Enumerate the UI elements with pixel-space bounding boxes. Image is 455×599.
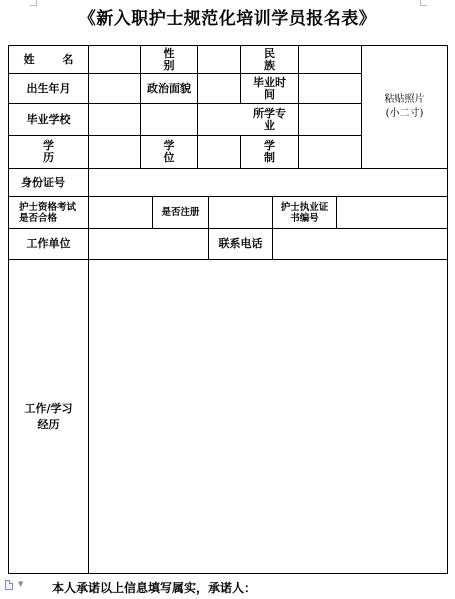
school-label: 毕业学校: [26, 112, 71, 126]
phone-label: 联系电话: [218, 237, 263, 250]
id-number-field[interactable]: [89, 169, 447, 196]
birth-date-field[interactable]: [89, 74, 140, 103]
work-unit-field[interactable]: [89, 229, 208, 259]
photo-size-note: (小二寸): [385, 108, 424, 119]
major-label: 所学专业: [253, 106, 286, 132]
schooling-system-label: 学 制: [264, 139, 291, 164]
birth-date-label: 出生年月: [26, 81, 71, 95]
degree-field[interactable]: [198, 136, 240, 168]
registered-label: 是否注册: [161, 207, 200, 218]
political-status-field[interactable]: [198, 74, 240, 103]
experience-field[interactable]: [89, 260, 447, 573]
political-status-label: 政治面貌: [147, 81, 191, 95]
name-field[interactable]: [89, 46, 140, 73]
phone-field[interactable]: [273, 229, 447, 259]
photo-placeholder[interactable]: [362, 46, 447, 168]
graduation-time-field[interactable]: [299, 74, 361, 103]
document-icon[interactable]: [5, 580, 13, 590]
work-unit-label: 工作单位: [26, 237, 71, 250]
graduation-time-label: 毕业时间: [253, 75, 286, 101]
degree-label: 学 位: [163, 139, 193, 164]
education-field[interactable]: [89, 136, 140, 168]
gender-label: 性 别: [163, 46, 187, 72]
pledge-statement: 本人承诺以上信息填写属实，承诺人：: [52, 581, 257, 595]
license-number-field[interactable]: [337, 197, 447, 228]
ethnicity-label: 民 族: [264, 46, 287, 72]
experience-label: 工作/学习经历: [24, 401, 73, 431]
chevron-down-icon[interactable]: ▼: [18, 580, 24, 588]
school-field[interactable]: [89, 104, 240, 135]
id-number-label: 身份证号: [21, 175, 65, 189]
footer: [0, 576, 455, 599]
name-label: 姓 名: [23, 52, 86, 66]
gender-field[interactable]: [198, 46, 240, 73]
photo-instruction: 粘贴照片: [384, 94, 425, 105]
nurse-qualification-field[interactable]: [89, 197, 152, 228]
major-field[interactable]: [299, 104, 361, 135]
ethnicity-field[interactable]: [299, 46, 361, 73]
form-title: 《新入职护士规范化培训学员报名表》: [78, 9, 377, 29]
license-number-label: 护士执业证书编号: [280, 201, 329, 224]
nurse-qualification-label: 护士资格考试是否合格: [19, 201, 77, 224]
registered-field[interactable]: [209, 197, 272, 228]
schooling-system-field[interactable]: [299, 136, 361, 168]
education-label: 学 历: [43, 139, 76, 164]
